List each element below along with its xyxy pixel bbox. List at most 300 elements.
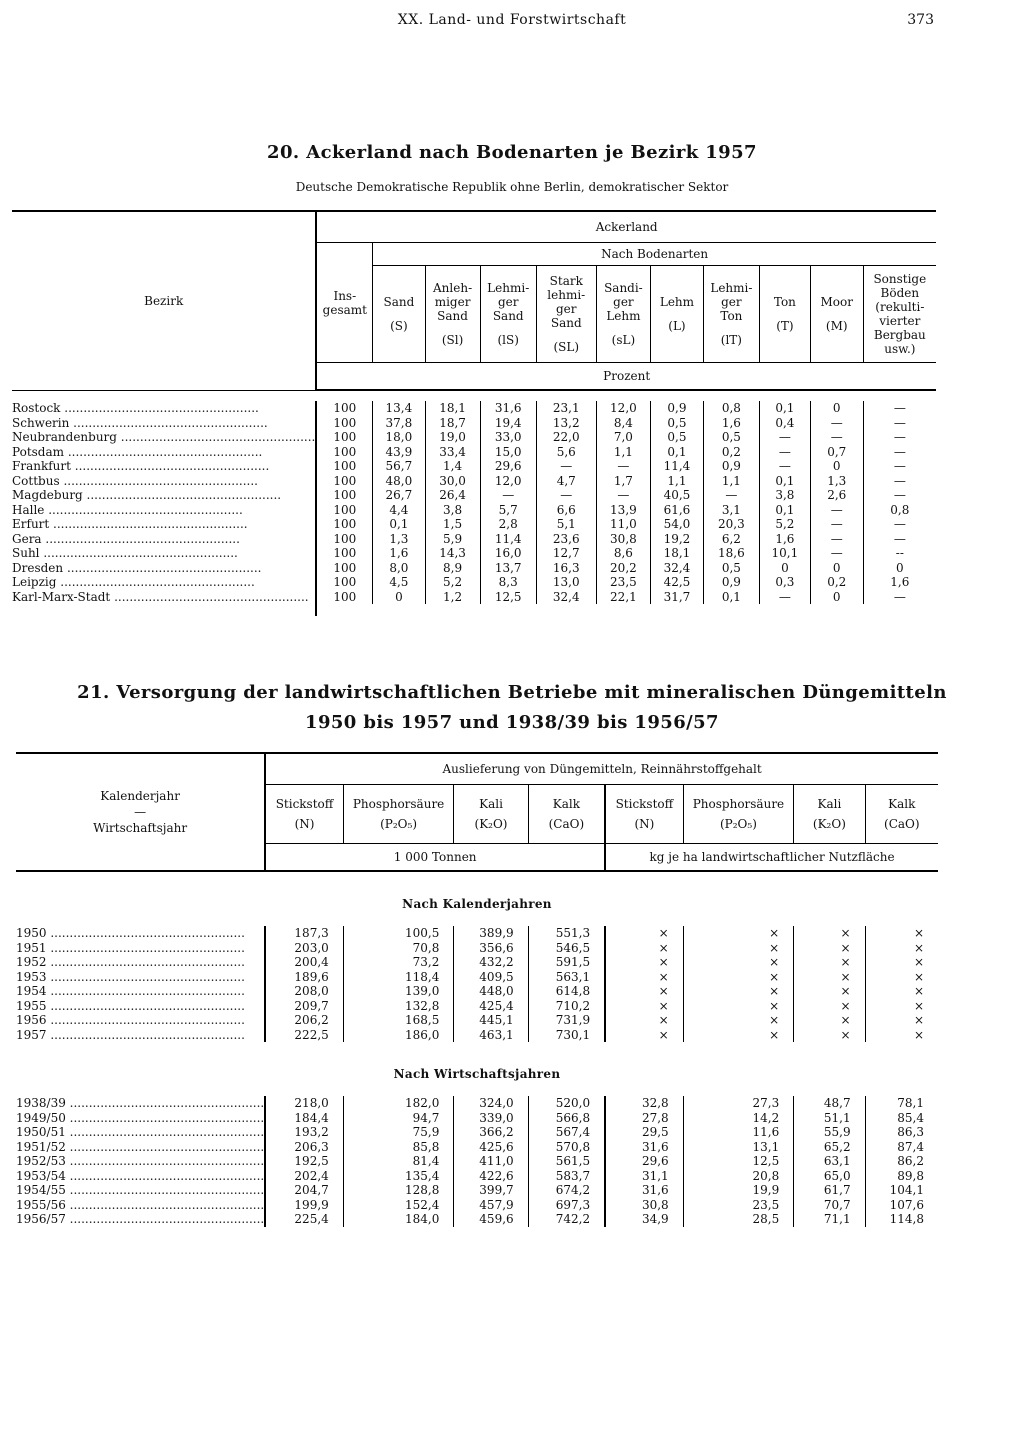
t21-row [16,1140,938,1155]
t20-cell: 5,6 [536,445,596,460]
t21-row [16,955,938,970]
t20-cell: — [810,430,863,445]
t20-cell: 0,4 [759,416,810,431]
t21-cell: 28,5 [683,1212,794,1227]
t20-cell: 8,4 [596,416,650,431]
t21-row-year-text: 1950/51 ..... [16,1125,264,1139]
t20-cell: 5,2 [759,517,810,532]
t20-cell: 3,8 [759,488,810,503]
t20-cell: — [810,546,863,561]
t20-col-label: Lehmi- ger Sand [487,281,530,323]
t20-cell: 8,6 [596,546,650,561]
t20-cell: 61,6 [651,503,704,518]
t20-cell: 0 [373,590,425,605]
t21-cell: 51,1 [794,1111,865,1126]
t20-cell: 18,1 [651,546,704,561]
t21-cell: 422,6 [454,1169,528,1184]
t21-cell: × [865,970,938,985]
t20-row-name-text: Gera ..... [12,532,240,546]
t21-row-year [16,1169,265,1184]
t21-row-year [16,941,265,956]
t21-cell: 27,8 [605,1111,683,1126]
t20-cell: 0,7 [810,445,863,460]
t21-col-name: Kalk [888,797,916,811]
t20-col-abbr: (T) [776,319,794,333]
t20-cell: 5,2 [425,575,480,590]
t21-cell: 30,8 [605,1198,683,1213]
t20-cell: 1,7 [596,474,650,489]
t20-cell: 6,6 [536,503,596,518]
t20-cell: 54,0 [651,517,704,532]
t20-cell: — [863,430,936,445]
t20-row-name [12,575,316,590]
t21-cell: 12,5 [683,1154,794,1169]
t21-cell: 389,9 [454,926,528,941]
t20-row-name [12,546,316,561]
t20-col-abbr: (S) [390,319,408,333]
t20-cell: 0,1 [759,503,810,518]
t21-row-year [16,1111,265,1126]
t21-cell: 218,0 [265,1096,343,1111]
t20-cell: 100 [316,503,372,518]
t21-cell: 425,6 [454,1140,528,1155]
t20-cell: — [759,590,810,605]
t21-row-year-text: 1952 ..... [16,955,245,969]
t20-cell: 22,1 [596,590,650,605]
t21-cell: 209,7 [265,999,343,1014]
t21-cell: 19,9 [683,1183,794,1198]
t20-cell: — [863,416,936,431]
t21-row [16,1096,938,1111]
t21-cell: 65,2 [794,1140,865,1155]
t21-cell: × [794,1013,865,1028]
t20-cell: 0,5 [703,430,759,445]
t21-cell: 11,6 [683,1125,794,1140]
t21-cell: 70,7 [794,1198,865,1213]
t21-col-name: Kali [479,797,503,811]
t21-cell: 199,9 [265,1198,343,1213]
t21-cell: 86,3 [865,1125,938,1140]
t20-col-label: Moor [820,295,853,309]
t20-header-row-group [12,211,936,243]
t20-cell: 2,6 [810,488,863,503]
t21-cell: × [794,999,865,1014]
t20-cell: 0,5 [651,430,704,445]
t21-cell: 546,5 [528,941,605,956]
t20-cell: — [863,401,936,416]
t20-cell: 100 [316,401,372,416]
t21-cell: 445,1 [454,1013,528,1028]
t20-col-insgesamt: Ins- gesamt [316,243,372,363]
t21-row-year [16,999,265,1014]
t20-row-name [12,590,316,605]
t20-cell: 0,9 [703,575,759,590]
t21-cell: 203,0 [265,941,343,956]
t21-cell: 71,1 [794,1212,865,1227]
t20-cell: 0,2 [810,575,863,590]
t20-cell: 23,5 [596,575,650,590]
t20-row-name [12,474,316,489]
t20-cell: 31,6 [480,401,536,416]
t21-row-year-text: 1954 ..... [16,984,245,998]
t20-cell: — [863,474,936,489]
t20-unit-row: Prozent [316,363,936,391]
t21-row-year [16,955,265,970]
t21-cell: 23,5 [683,1198,794,1213]
t21-cell: 730,1 [528,1028,605,1043]
t21-cell: 193,2 [265,1125,343,1140]
t20-cell: 32,4 [536,590,596,605]
t20-cell: 5,7 [480,503,536,518]
t21-cell: 114,8 [865,1212,938,1227]
t20-cell: 100 [316,445,372,460]
t21-cell: 222,5 [265,1028,343,1043]
t21-col-formula: (CaO) [884,817,920,831]
t20-row-name [12,532,316,547]
t20-cell: 100 [316,488,372,503]
t21-cell: 463,1 [454,1028,528,1043]
t20-cell: 5,1 [536,517,596,532]
t20-col-label: Sonstige Böden (rekulti- vierter Bergbau usw.) [873,272,927,356]
t21-row [16,1183,938,1198]
t21-cell: 399,7 [454,1183,528,1198]
t21-cell: × [605,926,683,941]
t20-row [12,532,936,547]
t20-row [12,561,936,576]
t21-row-year-text: 1955 ..... [16,999,245,1013]
t21-col-1 [343,785,454,844]
t20-cell: 11,4 [651,459,704,474]
t20-cell: 22,0 [536,430,596,445]
t20-cell: 23,1 [536,401,596,416]
t21-row [16,1212,938,1227]
t20-cell: -- [863,546,936,561]
t20-cell: 13,9 [596,503,650,518]
t20-cell: 1,6 [759,532,810,547]
t20-cell: 100 [316,474,372,489]
t21-row-year [16,984,265,999]
t21-row-year [16,1013,265,1028]
t20-row-name-text: Leipzig ..... [12,575,255,589]
t21-cell: × [683,999,794,1014]
t20-row [12,503,936,518]
t20-cell: 0,8 [863,503,936,518]
t21-row-year-text: 1951 ..... [16,941,245,955]
t21-cell: × [865,955,938,970]
running-header: XX. Land- und Forstwirtschaft [397,12,627,28]
t21-cell: 31,1 [605,1169,683,1184]
t21-row-year-text: 1952/53 ..... [16,1154,264,1168]
t21-row-year-text: 1949/50 ..... [16,1111,264,1125]
t20-cell: 0 [810,401,863,416]
t20-col-1 [373,266,425,363]
t20-cell: 42,5 [651,575,704,590]
t21-cell: × [865,1028,938,1043]
t21-header-row-group [16,753,938,785]
t21-cell: 86,2 [865,1154,938,1169]
t20-cell: 18,0 [373,430,425,445]
t21-cell: 100,5 [343,926,454,941]
t20-cell: 0 [810,459,863,474]
t21-cell: 200,4 [265,955,343,970]
t21-cell: 81,4 [343,1154,454,1169]
t21-cell: 152,4 [343,1198,454,1213]
t20-row-name [12,401,316,416]
t20-cell: 8,9 [425,561,480,576]
t20-cell: 12,0 [596,401,650,416]
t21-cell: 583,7 [528,1169,605,1184]
t20-cell: 2,8 [480,517,536,532]
t21-row [16,999,938,1014]
t21-cell: × [605,955,683,970]
t20-col-abbr: (sL) [611,333,636,347]
t21-col-year [16,753,265,871]
t21-cell: 184,0 [343,1212,454,1227]
t20-col-6 [651,266,704,363]
t21-row-year-text: 1950 ..... [16,926,245,940]
t21-cell: × [865,941,938,956]
t21-col-formula: (CaO) [548,817,585,831]
t21-cell: 731,9 [528,1013,605,1028]
t21-cell: × [683,1028,794,1043]
t20-cell: 0,8 [703,401,759,416]
t20-row [12,416,936,431]
t21-row-year [16,1212,265,1227]
t20-row-name-text: Schwerin ..... [12,416,268,430]
t21-col-year-sep: — [134,805,147,819]
t20-cell: 7,0 [596,430,650,445]
t20-cell: 100 [316,590,372,605]
page-number: 373 [907,12,934,28]
t21-cell: 674,2 [528,1183,605,1198]
t21-cell: 459,6 [454,1212,528,1227]
t20-cell: 13,7 [480,561,536,576]
t21-row [16,970,938,985]
t20-col-label: Sand [383,295,415,309]
t21-col-7 [865,785,938,844]
t21-col-name: Stickstoff [275,797,334,811]
t21-row-year [16,1028,265,1043]
t21-cell: × [865,999,938,1014]
t20-cell: 1,1 [651,474,704,489]
t20-cell: 37,8 [373,416,425,431]
t20-cell: — [863,532,936,547]
t20-cell: 1,4 [425,459,480,474]
t20-row [12,445,936,460]
t20-cell: — [759,459,810,474]
t21-cell: × [794,955,865,970]
t21-row-year-text: 1956/57 ..... [16,1212,264,1226]
t21-cell: × [683,941,794,956]
t20-row-name-text: Rostock ..... [12,401,259,415]
t21-cell: 742,2 [528,1212,605,1227]
t20-cell: 14,3 [425,546,480,561]
t21-cell: 182,0 [343,1096,454,1111]
t20-cell: 100 [316,546,372,561]
t21-cell: 411,0 [454,1154,528,1169]
t20-cell: 40,5 [651,488,704,503]
t20-col-5 [596,266,650,363]
t21-cell: 135,4 [343,1169,454,1184]
t21-cell: 189,6 [265,970,343,985]
t20-cell: 8,3 [480,575,536,590]
t20-col-10 [863,266,936,363]
t20-cell: 1,2 [425,590,480,605]
t20-cell: 4,4 [373,503,425,518]
t21-cell: 204,7 [265,1183,343,1198]
t21-col-name: Kalk [552,797,580,811]
t21-cell: 32,8 [605,1096,683,1111]
t20-cell: 100 [316,575,372,590]
t20-cell: 16,0 [480,546,536,561]
table21-title-line1: 21. Versorgung der landwirtschaftlichen Betriebe mit mineralischen Düngemitteln [77,682,947,703]
table21 [16,752,938,1227]
t20-cell: 0,2 [703,445,759,460]
t20-col-abbr: (lT) [720,333,742,347]
t21-cell: 425,4 [454,999,528,1014]
t21-cell: 13,1 [683,1140,794,1155]
t20-cell: 30,8 [596,532,650,547]
t20-cell: — [536,488,596,503]
t21-cell: 107,6 [865,1198,938,1213]
t21-section-calendar-row [16,871,938,926]
t21-row [16,1198,938,1213]
t21-row-year-text: 1951/52 ..... [16,1140,264,1154]
t20-cell: 0,5 [651,416,704,431]
t21-row-year [16,1198,265,1213]
table20 [12,210,936,616]
table21-title-line2: 1950 bis 1957 und 1938/39 bis 1956/57 [305,712,719,733]
t21-unit-left: 1 000 Tonnen [265,844,605,872]
t21-cell: 563,1 [528,970,605,985]
t21-col-0 [265,785,343,844]
t20-row-name-text: Karl-Marx-Stadt ..... [12,590,309,604]
t20-cell: 0,9 [703,459,759,474]
t21-cell: 710,2 [528,999,605,1014]
t21-cell: × [605,1013,683,1028]
t21-cell: 187,3 [265,926,343,941]
t20-col-2 [425,266,480,363]
t20-cell: 13,2 [536,416,596,431]
t20-cell: 43,9 [373,445,425,460]
t21-cell: 118,4 [343,970,454,985]
t20-cell: 19,0 [425,430,480,445]
t21-row-year [16,926,265,941]
t20-row-name [12,517,316,532]
t20-cell: 12,7 [536,546,596,561]
t20-cell: 0,1 [759,474,810,489]
t20-row-name-text: Frankfurt ..... [12,459,269,473]
t21-cell: 697,3 [528,1198,605,1213]
t21-section-economic-row [16,1042,938,1096]
t20-row [12,401,936,416]
t20-row [12,488,936,503]
t21-cell: 128,8 [343,1183,454,1198]
t21-cell: 561,5 [528,1154,605,1169]
t21-cell: 457,9 [454,1198,528,1213]
t20-row-name-text: Neubrandenburg ..... [12,430,315,444]
t20-col-abbr: (lS) [497,333,519,347]
t21-col-3 [528,785,605,844]
t20-cell: — [863,517,936,532]
t21-cell: 202,4 [265,1169,343,1184]
t20-cell: — [810,532,863,547]
t21-row [16,926,938,941]
t20-cell: 10,1 [759,546,810,561]
t20-cell: 29,6 [480,459,536,474]
t20-cell: 100 [316,416,372,431]
t21-row-year [16,1154,265,1169]
t21-cell: 85,4 [865,1111,938,1126]
t21-cell: 448,0 [454,984,528,999]
t21-col-name: Phosphorsäure [692,797,785,811]
t20-col-label: Lehmi- ger Ton [710,281,753,323]
t21-col-formula: (N) [634,817,655,831]
t21-col-4 [605,785,683,844]
t20-cell: 26,7 [373,488,425,503]
t20-cell: 100 [316,517,372,532]
t20-cell: 0,5 [703,561,759,576]
t20-cell: 5,9 [425,532,480,547]
t21-cell: 20,8 [683,1169,794,1184]
t21-col-formula: (P₂O₅) [719,817,757,831]
t20-cell: 26,4 [425,488,480,503]
t20-cell: — [863,590,936,605]
t21-cell: 48,7 [794,1096,865,1111]
t20-cell: 0,3 [759,575,810,590]
t20-cell: — [703,488,759,503]
t20-cell: 1,6 [863,575,936,590]
t20-cell: 3,8 [425,503,480,518]
t21-cell: 61,7 [794,1183,865,1198]
t21-row-year [16,1125,265,1140]
t21-col-2 [454,785,528,844]
t20-cell: 12,5 [480,590,536,605]
t21-cell: 14,2 [683,1111,794,1126]
t20-col-7 [703,266,759,363]
t21-cell: 29,6 [605,1154,683,1169]
table20-subtitle: Deutsche Demokratische Republik ohne Berlin, demokratischer Sektor [295,180,729,194]
t20-row-name [12,416,316,431]
t21-row-year [16,1140,265,1155]
t20-cell: — [596,459,650,474]
t21-cell: 104,1 [865,1183,938,1198]
t20-row-name-text: Erfurt ..... [12,517,248,531]
t20-cell: 100 [316,561,372,576]
t21-row [16,1154,938,1169]
t21-cell: 27,3 [683,1096,794,1111]
t21-col-formula: (N) [294,817,315,831]
t21-cell: 591,5 [528,955,605,970]
t20-cell: — [863,445,936,460]
t21-row-year-text: 1953 ..... [16,970,245,984]
t21-cell: 206,3 [265,1140,343,1155]
t20-cell: — [596,488,650,503]
t20-cell: 0,1 [651,445,704,460]
t21-cell: × [794,926,865,941]
t21-cell: × [865,926,938,941]
t21-cell: 29,5 [605,1125,683,1140]
t20-cell: 0,9 [651,401,704,416]
t21-unit-right: kg je ha landwirtschaftlicher Nutzfläche [605,844,938,872]
table20-title: 20. Ackerland nach Bodenarten je Bezirk 1957 [267,142,757,163]
t20-group-ackerland: Ackerland [316,211,936,243]
t21-row [16,1169,938,1184]
t20-row [12,430,936,445]
t21-row-year-text: 1956 ..... [16,1013,245,1027]
t20-row-name [12,503,316,518]
t20-cell: 0,1 [373,517,425,532]
